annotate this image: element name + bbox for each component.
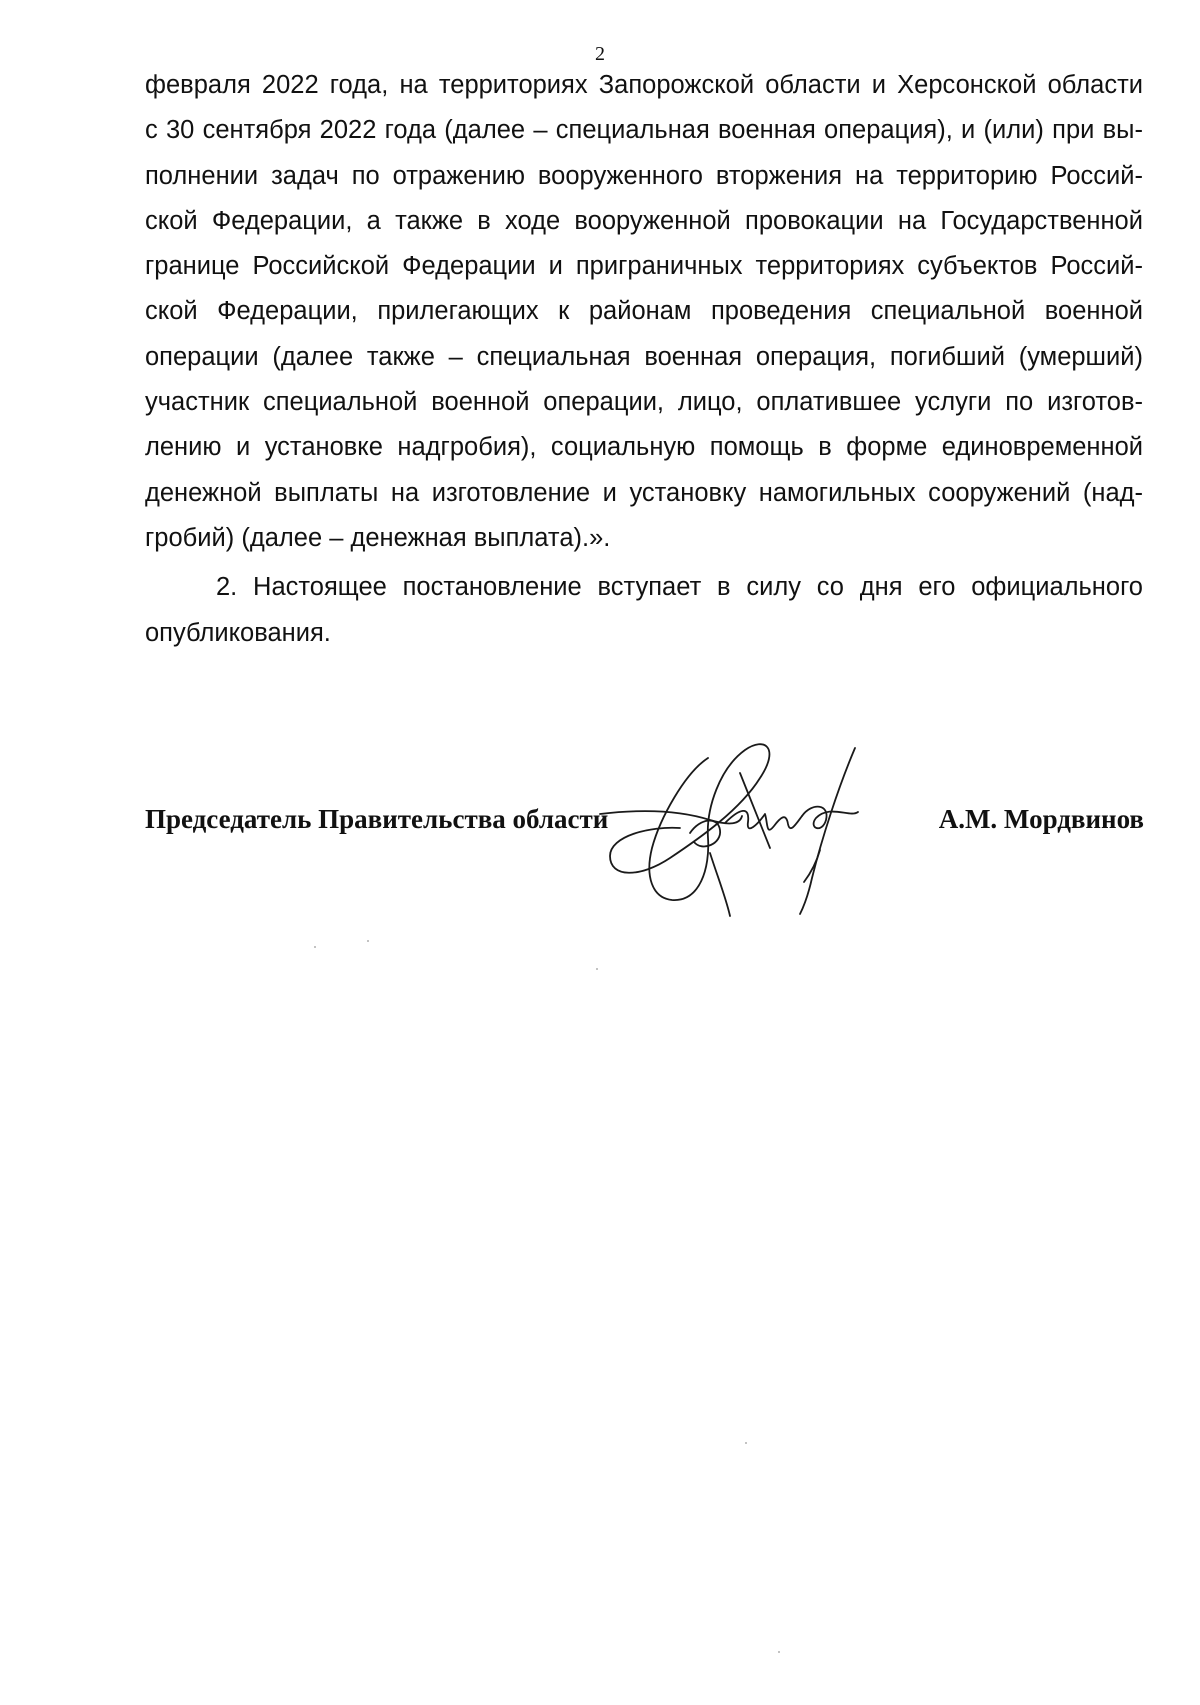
page-number: 2 bbox=[595, 43, 605, 65]
text-line: денежной выплаты на изготовление и установку намогильных сооружений (над- bbox=[145, 478, 1143, 507]
text-line: опубликования. bbox=[145, 618, 331, 647]
text-line: лению и установке надгробия), социальную помощь в форме единовременной bbox=[145, 433, 1143, 462]
text-line: ской Федерации, а также в ходе вооруженной провокации на Государственной bbox=[145, 206, 1143, 235]
handwritten-signature-icon bbox=[590, 728, 940, 938]
text-line: февраля 2022 года, на территориях Запорожской области и Херсонской области bbox=[145, 71, 1143, 99]
scan-speck bbox=[314, 946, 316, 948]
text-line: с 30 сентября 2022 года (далее – специальная военная операция), и (или) при вы- bbox=[145, 116, 1143, 145]
signatory-position: Председатель Правительства области bbox=[145, 804, 609, 834]
text-line: ской Федерации, прилегающих к районам проведения специальной военной bbox=[145, 297, 1143, 326]
scan-speck bbox=[745, 1442, 747, 1444]
text-line: участник специальной военной операции, лицо, оплатившее услуги по изготов- bbox=[145, 388, 1143, 417]
text-line: 2. Настоящее постановление вступает в силу со дня его официального bbox=[216, 573, 1143, 602]
text-line: гробий) (далее – денежная выплата).». bbox=[145, 523, 611, 552]
scan-speck bbox=[367, 940, 369, 942]
paragraph-2 bbox=[145, 565, 1143, 656]
text-line: операции (далее также – специальная военная операция, погибший (умерший) bbox=[145, 342, 1143, 371]
body-text bbox=[145, 63, 1143, 656]
scan-speck bbox=[778, 1651, 780, 1653]
text-line: полнении задач по отражению вооруженного вторжения на территорию Россий- bbox=[145, 161, 1143, 190]
text-line: границе Российской Федерации и приграничных территориях субъектов Россий- bbox=[145, 252, 1143, 281]
signatory-name: А.М. Мордвинов bbox=[938, 804, 1144, 834]
scan-speck bbox=[596, 968, 598, 970]
paragraph-1 bbox=[145, 63, 1143, 561]
